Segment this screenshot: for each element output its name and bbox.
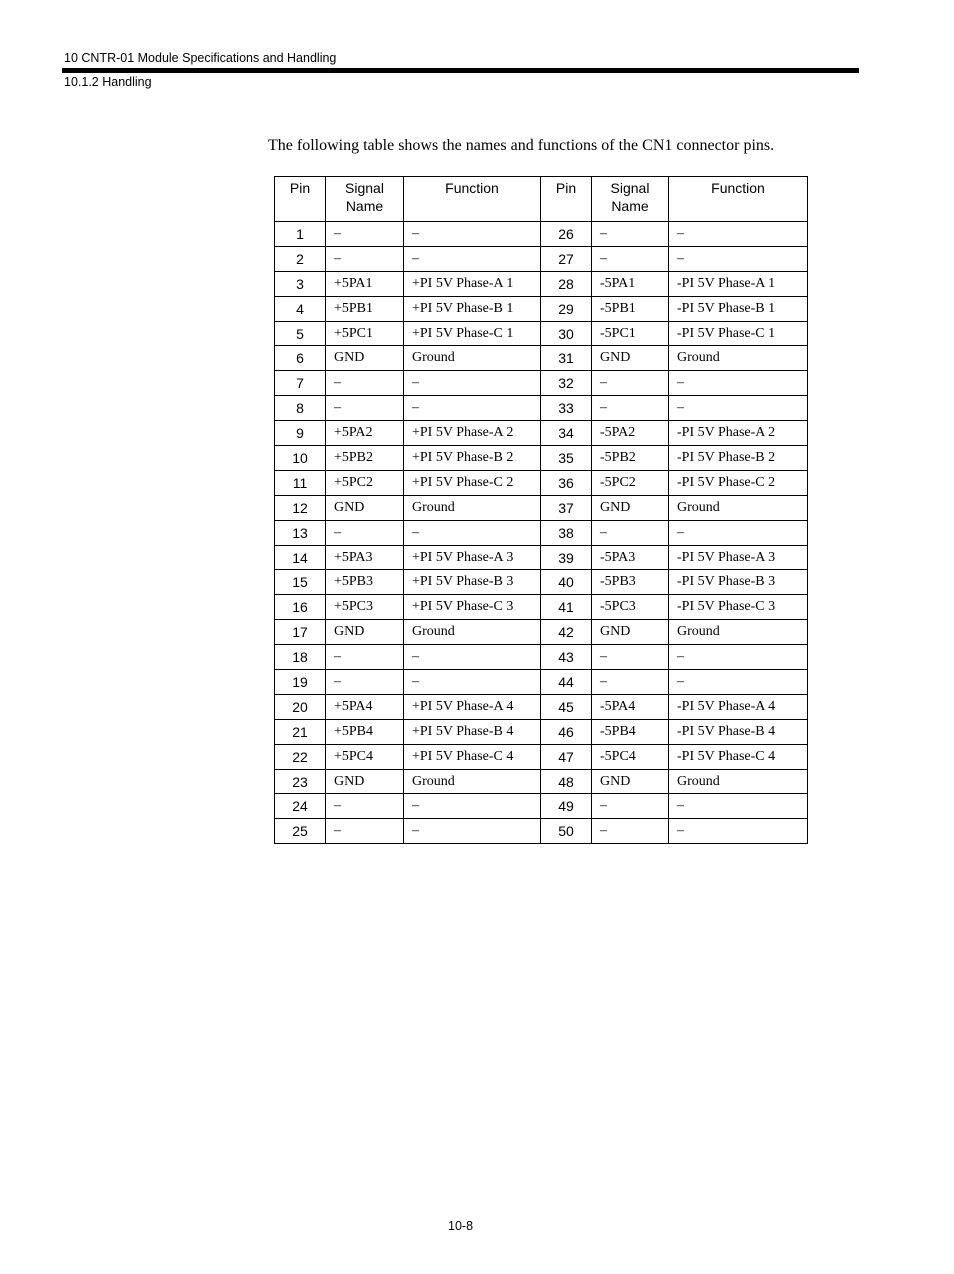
function-cell: –	[669, 246, 808, 271]
pin-cell: 25	[275, 819, 326, 844]
pin-cell: 46	[541, 719, 592, 744]
function-cell: –	[404, 670, 541, 695]
function-cell: –	[669, 371, 808, 396]
pin-cell: 1	[275, 222, 326, 247]
table-row	[275, 396, 808, 421]
signal-name-cell: -5PB2	[592, 446, 669, 471]
pin-cell: 3	[275, 271, 326, 296]
function-cell: -PI 5V Phase-A 1	[669, 271, 808, 296]
table-row	[275, 271, 808, 296]
function-cell: -PI 5V Phase-C 1	[669, 321, 808, 346]
table-row	[275, 794, 808, 819]
pin-cell: 47	[541, 744, 592, 769]
pin-cell: 15	[275, 570, 326, 595]
header-signal-name: Signal Name	[592, 177, 669, 222]
signal-name-cell: GND	[326, 346, 404, 371]
function-cell: Ground	[404, 620, 541, 645]
function-cell: –	[404, 520, 541, 545]
pin-cell: 43	[541, 645, 592, 670]
signal-name-cell: -5PB3	[592, 570, 669, 595]
function-cell: -PI 5V Phase-C 2	[669, 470, 808, 495]
function-cell: –	[404, 246, 541, 271]
header-signal-name: Signal Name	[326, 177, 404, 222]
pin-cell: 4	[275, 296, 326, 321]
signal-name-cell: GND	[326, 769, 404, 794]
signal-name-cell: +5PA2	[326, 421, 404, 446]
function-cell: –	[404, 645, 541, 670]
pin-cell: 26	[541, 222, 592, 247]
signal-name-cell: -5PC4	[592, 744, 669, 769]
pin-cell: 2	[275, 246, 326, 271]
signal-name-cell: –	[326, 520, 404, 545]
signal-name-cell: GND	[326, 495, 404, 520]
signal-name-cell: –	[326, 670, 404, 695]
signal-name-cell: –	[592, 396, 669, 421]
table-row	[275, 371, 808, 396]
function-cell: +PI 5V Phase-B 2	[404, 446, 541, 471]
table-header-row	[275, 177, 808, 222]
pin-cell: 35	[541, 446, 592, 471]
function-cell: –	[669, 670, 808, 695]
signal-name-cell: +5PB1	[326, 296, 404, 321]
function-cell: +PI 5V Phase-C 4	[404, 744, 541, 769]
signal-name-cell: –	[592, 645, 669, 670]
pin-cell: 32	[541, 371, 592, 396]
table-row	[275, 570, 808, 595]
pin-cell: 42	[541, 620, 592, 645]
function-cell: -PI 5V Phase-A 3	[669, 545, 808, 570]
function-cell: –	[669, 819, 808, 844]
header-function: Function	[669, 177, 808, 222]
signal-name-cell: GND	[592, 346, 669, 371]
cn1-pin-table	[274, 176, 808, 844]
table-row	[275, 296, 808, 321]
header-function: Function	[404, 177, 541, 222]
function-cell: -PI 5V Phase-B 1	[669, 296, 808, 321]
function-cell: Ground	[669, 769, 808, 794]
pin-cell: 45	[541, 694, 592, 719]
function-cell: -PI 5V Phase-C 4	[669, 744, 808, 769]
signal-name-cell: -5PA1	[592, 271, 669, 296]
signal-name-cell: -5PC2	[592, 470, 669, 495]
function-cell: +PI 5V Phase-A 4	[404, 694, 541, 719]
pin-cell: 33	[541, 396, 592, 421]
pin-cell: 13	[275, 520, 326, 545]
pin-cell: 48	[541, 769, 592, 794]
function-cell: Ground	[404, 495, 541, 520]
header-pin: Pin	[541, 177, 592, 222]
signal-name-cell: –	[592, 371, 669, 396]
signal-name-cell: +5PC4	[326, 744, 404, 769]
pin-cell: 17	[275, 620, 326, 645]
function-cell: Ground	[669, 495, 808, 520]
pin-cell: 16	[275, 595, 326, 620]
function-cell: +PI 5V Phase-C 3	[404, 595, 541, 620]
signal-name-cell: +5PC1	[326, 321, 404, 346]
function-cell: –	[669, 520, 808, 545]
signal-name-cell: –	[326, 246, 404, 271]
signal-name-cell: +5PC3	[326, 595, 404, 620]
pin-cell: 10	[275, 446, 326, 471]
signal-name-cell: -5PA3	[592, 545, 669, 570]
pin-cell: 37	[541, 495, 592, 520]
table-row	[275, 545, 808, 570]
table-row	[275, 769, 808, 794]
signal-name-cell: –	[326, 794, 404, 819]
function-cell: +PI 5V Phase-C 1	[404, 321, 541, 346]
function-cell: +PI 5V Phase-C 2	[404, 470, 541, 495]
function-cell: –	[404, 794, 541, 819]
table-row	[275, 595, 808, 620]
table-row	[275, 470, 808, 495]
signal-name-cell: –	[592, 222, 669, 247]
signal-name-cell: +5PB3	[326, 570, 404, 595]
pin-cell: 27	[541, 246, 592, 271]
table-row	[275, 645, 808, 670]
signal-name-cell: +5PB4	[326, 719, 404, 744]
signal-name-cell: +5PC2	[326, 470, 404, 495]
signal-name-cell: GND	[326, 620, 404, 645]
page-number: 10-8	[448, 1219, 474, 1233]
function-cell: +PI 5V Phase-B 3	[404, 570, 541, 595]
pin-cell: 44	[541, 670, 592, 695]
table-row	[275, 421, 808, 446]
table-body	[275, 222, 808, 844]
function-cell: –	[404, 222, 541, 247]
pin-cell: 22	[275, 744, 326, 769]
pin-cell: 11	[275, 470, 326, 495]
function-cell: -PI 5V Phase-B 2	[669, 446, 808, 471]
pin-cell: 20	[275, 694, 326, 719]
function-cell: Ground	[404, 769, 541, 794]
table-row	[275, 246, 808, 271]
pin-cell: 23	[275, 769, 326, 794]
table-row	[275, 694, 808, 719]
table-row	[275, 495, 808, 520]
signal-name-cell: -5PA4	[592, 694, 669, 719]
table-row	[275, 346, 808, 371]
signal-name-cell: –	[592, 520, 669, 545]
pin-cell: 14	[275, 545, 326, 570]
function-cell: -PI 5V Phase-A 4	[669, 694, 808, 719]
signal-name-cell: +5PA3	[326, 545, 404, 570]
intro-text: The following table shows the names and functions of the CN1 connector pins.	[268, 137, 775, 154]
pin-cell: 40	[541, 570, 592, 595]
pin-cell: 34	[541, 421, 592, 446]
function-cell: +PI 5V Phase-B 4	[404, 719, 541, 744]
function-cell: Ground	[404, 346, 541, 371]
table-row	[275, 719, 808, 744]
signal-name-cell: -5PC3	[592, 595, 669, 620]
header-rule	[62, 68, 859, 73]
signal-name-cell: -5PB1	[592, 296, 669, 321]
signal-name-cell: –	[326, 371, 404, 396]
function-cell: –	[404, 396, 541, 421]
pin-cell: 8	[275, 396, 326, 421]
signal-name-cell: -5PB4	[592, 719, 669, 744]
pin-cell: 39	[541, 545, 592, 570]
signal-name-cell: –	[592, 819, 669, 844]
pin-cell: 7	[275, 371, 326, 396]
function-cell: –	[404, 371, 541, 396]
signal-name-cell: –	[592, 670, 669, 695]
function-cell: Ground	[669, 620, 808, 645]
signal-name-cell: -5PA2	[592, 421, 669, 446]
function-cell: +PI 5V Phase-B 1	[404, 296, 541, 321]
pin-cell: 28	[541, 271, 592, 296]
pin-cell: 5	[275, 321, 326, 346]
signal-name-cell: –	[592, 246, 669, 271]
signal-name-cell: –	[326, 645, 404, 670]
pin-cell: 24	[275, 794, 326, 819]
function-cell: +PI 5V Phase-A 1	[404, 271, 541, 296]
pin-cell: 6	[275, 346, 326, 371]
signal-name-cell: –	[326, 396, 404, 421]
pin-cell: 9	[275, 421, 326, 446]
table-row	[275, 744, 808, 769]
signal-name-cell: +5PA4	[326, 694, 404, 719]
function-cell: –	[669, 222, 808, 247]
function-cell: +PI 5V Phase-A 2	[404, 421, 541, 446]
table-row	[275, 670, 808, 695]
pin-cell: 49	[541, 794, 592, 819]
pin-cell: 21	[275, 719, 326, 744]
function-cell: –	[669, 396, 808, 421]
function-cell: Ground	[669, 346, 808, 371]
signal-name-cell: GND	[592, 495, 669, 520]
signal-name-cell: -5PC1	[592, 321, 669, 346]
signal-name-cell: +5PB2	[326, 446, 404, 471]
pin-cell: 50	[541, 819, 592, 844]
signal-name-cell: –	[326, 222, 404, 247]
signal-name-cell: +5PA1	[326, 271, 404, 296]
table-row	[275, 819, 808, 844]
function-cell: -PI 5V Phase-B 3	[669, 570, 808, 595]
pin-cell: 38	[541, 520, 592, 545]
pin-cell: 31	[541, 346, 592, 371]
table-row	[275, 446, 808, 471]
pin-cell: 12	[275, 495, 326, 520]
function-cell: –	[404, 819, 541, 844]
table-row	[275, 321, 808, 346]
function-cell: –	[669, 794, 808, 819]
pin-cell: 29	[541, 296, 592, 321]
signal-name-cell: GND	[592, 620, 669, 645]
table-row	[275, 620, 808, 645]
section-header: 10.1.2 Handling	[64, 75, 152, 89]
pin-cell: 41	[541, 595, 592, 620]
chapter-header: 10 CNTR-01 Module Specifications and Handling	[64, 51, 337, 65]
signal-name-cell: –	[326, 819, 404, 844]
pin-cell: 19	[275, 670, 326, 695]
function-cell: -PI 5V Phase-B 4	[669, 719, 808, 744]
header-pin: Pin	[275, 177, 326, 222]
function-cell: -PI 5V Phase-C 3	[669, 595, 808, 620]
pin-cell: 36	[541, 470, 592, 495]
signal-name-cell: –	[592, 794, 669, 819]
function-cell: –	[669, 645, 808, 670]
pin-cell: 30	[541, 321, 592, 346]
table-row	[275, 520, 808, 545]
table-row	[275, 222, 808, 247]
signal-name-cell: GND	[592, 769, 669, 794]
function-cell: +PI 5V Phase-A 3	[404, 545, 541, 570]
pin-cell: 18	[275, 645, 326, 670]
function-cell: -PI 5V Phase-A 2	[669, 421, 808, 446]
